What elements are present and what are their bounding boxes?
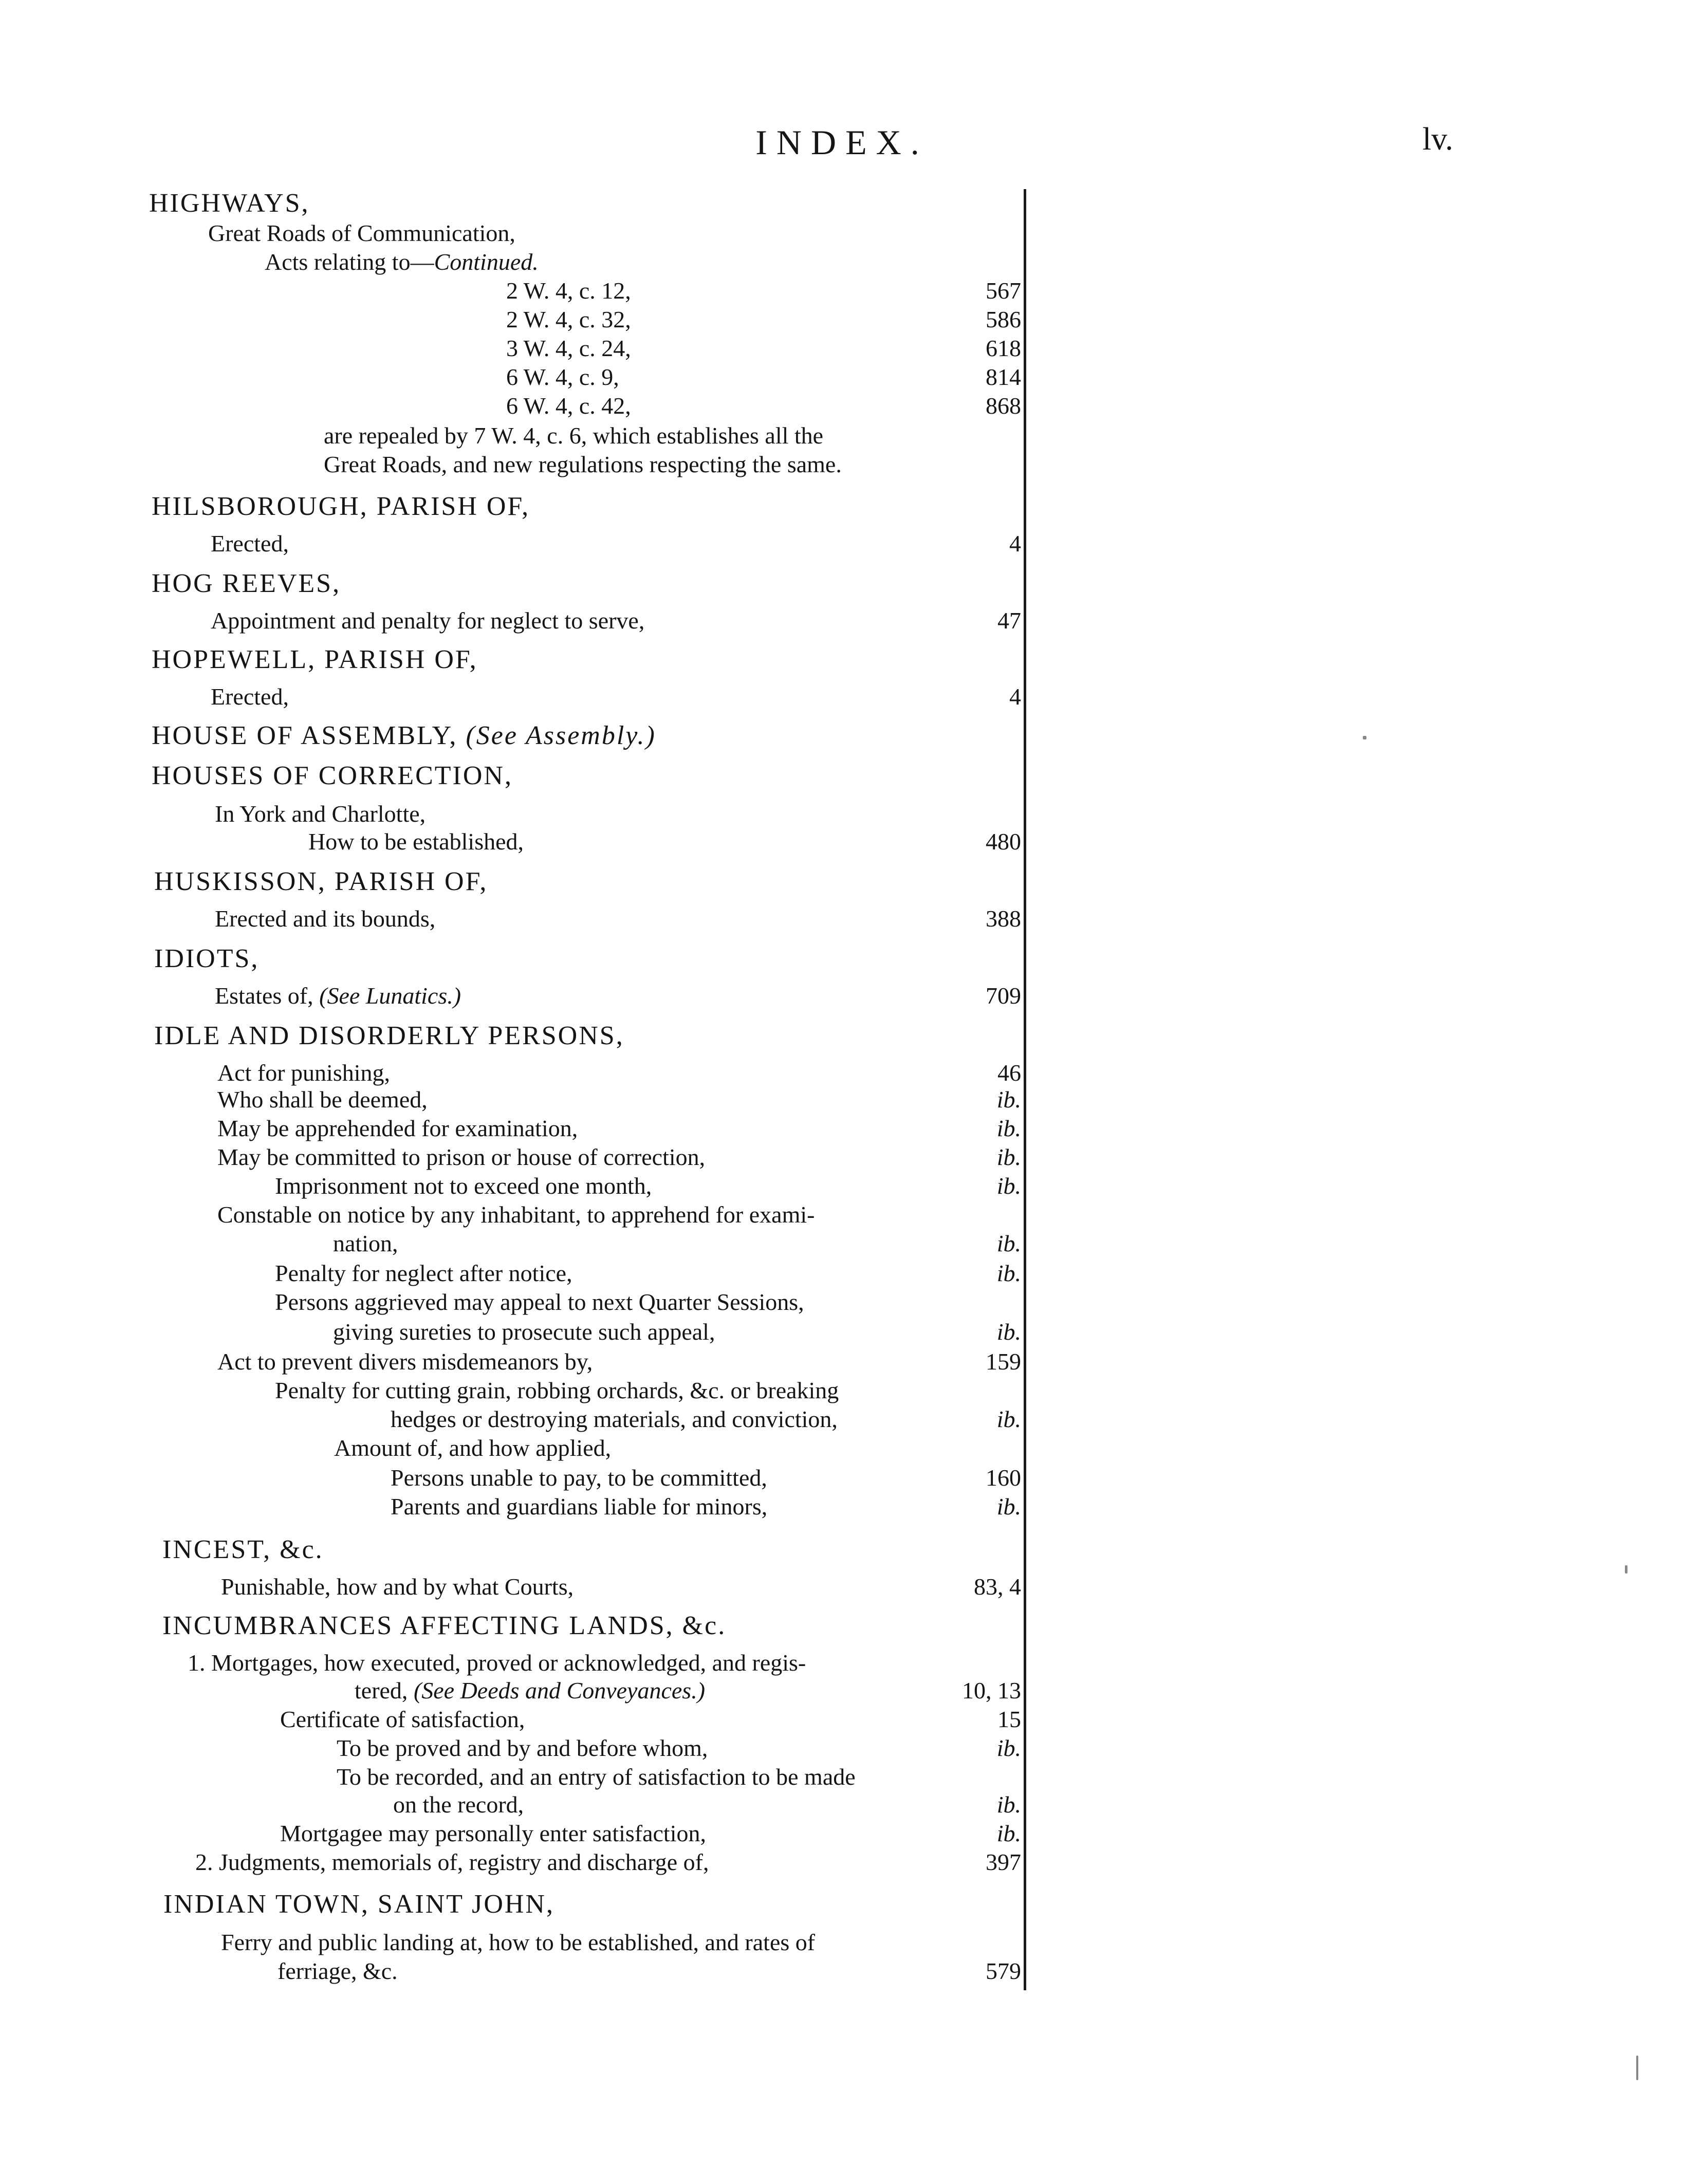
entry-text: Acts relating to—Continued.: [265, 249, 539, 275]
heading-text: HUSKISSON, PARISH OF,: [154, 867, 488, 896]
index-heading: [0, 1890, 1684, 1919]
index-subentry: [0, 1819, 1684, 1848]
cross-reference: (See Deeds and Conveyances.): [413, 1677, 706, 1704]
page-reference: ib.: [996, 1319, 1021, 1345]
heading-text: HOG REEVES,: [152, 569, 341, 598]
page-reference: 83, 4: [974, 1574, 1021, 1600]
speck-mark: [1363, 736, 1366, 739]
entry-text: Penalty for neglect after notice,: [275, 1260, 572, 1286]
entry-text: May be apprehended for examination,: [217, 1115, 578, 1141]
index-subentry: [0, 1676, 1684, 1705]
page-reference: ib.: [996, 1144, 1021, 1170]
entry-text: May be committed to prison or house of correction,: [217, 1144, 706, 1170]
index-heading: [0, 867, 1684, 896]
heading-text: HOPEWELL, PARISH OF,: [152, 645, 478, 674]
index-heading: [0, 189, 1684, 218]
entry-text: on the record,: [393, 1791, 524, 1818]
speck-mark: [1625, 1565, 1627, 1574]
index-heading: [0, 492, 1684, 521]
speck-mark: [1636, 2056, 1638, 2080]
entry-text: hedges or destroying materials, and conviction,: [391, 1406, 838, 1432]
index-subentry: [0, 1734, 1684, 1763]
index-subentry: [0, 1649, 1684, 1677]
index-subentry: [0, 219, 1684, 248]
cross-reference: (See Lunatics.): [319, 983, 461, 1009]
index-subentry: [0, 1259, 1684, 1288]
entry-text: 6 W. 4, c. 9,: [506, 364, 619, 390]
entry-text: 6 W. 4, c. 42,: [506, 393, 631, 419]
page-reference: 15: [997, 1706, 1021, 1732]
entry-text: 2 W. 4, c. 12,: [506, 277, 631, 304]
entry-text: Estates of, (See Lunatics.): [215, 983, 461, 1009]
entry-text: Persons unable to pay, to be committed,: [391, 1465, 767, 1491]
page-reference: 46: [997, 1060, 1021, 1086]
page-number: lv.: [1422, 122, 1453, 157]
index-subentry: [0, 1114, 1684, 1143]
entry-text: Erected and its bounds,: [215, 905, 436, 932]
index-subentry: [0, 1957, 1684, 1986]
page-reference: 586: [986, 306, 1021, 332]
entry-text: Great Roads of Communication,: [208, 220, 515, 246]
entry-text: In York and Charlotte,: [215, 801, 426, 827]
page-reference: ib.: [996, 1735, 1021, 1761]
heading-text: HIGHWAYS,: [149, 189, 310, 218]
index-subentry: [0, 1434, 1684, 1463]
index-subentry: [0, 1928, 1684, 1957]
page-reference: 618: [986, 335, 1021, 361]
index-subentry: [0, 1085, 1684, 1114]
entry-text: nation,: [333, 1230, 398, 1256]
index-heading: [0, 1535, 1684, 1564]
entry-text: giving sureties to prosecute such appeal,: [333, 1319, 715, 1345]
page-reference: 160: [986, 1465, 1021, 1491]
entry-text: To be proved and by and before whom,: [337, 1735, 708, 1761]
index-subentry: [0, 363, 1684, 392]
entry-text: How to be established,: [308, 828, 524, 855]
heading-text: INDIAN TOWN, SAINT JOHN,: [163, 1890, 554, 1919]
index-heading: [0, 1612, 1684, 1640]
page-reference: ib.: [996, 1173, 1021, 1199]
entry-text: are repealed by 7 W. 4, c. 6, which establishes all the: [324, 422, 824, 449]
page-reference: 159: [986, 1348, 1021, 1375]
index-subentry: [0, 1492, 1684, 1521]
entry-text: Persons aggrieved may appeal to next Quarter Sessions,: [275, 1289, 804, 1315]
entry-text: Parents and guardians liable for minors,: [391, 1493, 768, 1520]
index-subentry: [0, 1763, 1684, 1791]
index-subentry: [0, 827, 1684, 856]
entry-text: Appointment and penalty for neglect to serve,: [211, 607, 645, 634]
entry-text: ferriage, &c.: [277, 1958, 398, 1984]
entry-text: Certificate of satisfaction,: [280, 1706, 525, 1732]
index-subentry: [0, 1288, 1684, 1317]
index-subentry: [0, 1848, 1684, 1877]
entry-text: 3 W. 4, c. 24,: [506, 335, 631, 361]
entry-text: tered, (See Deeds and Conveyances.): [355, 1677, 706, 1704]
page-reference: ib.: [996, 1230, 1021, 1256]
page-reference: 579: [986, 1958, 1021, 1984]
page-title: INDEX.: [755, 123, 929, 162]
page-reference: 868: [986, 393, 1021, 419]
index-subentry: [0, 1705, 1684, 1734]
entry-text: 1. Mortgages, how executed, proved or acknowledged, and regis-: [188, 1650, 806, 1676]
cross-reference: (See Assembly.): [466, 721, 656, 750]
entry-text: 2 W. 4, c. 32,: [506, 306, 631, 332]
index-subentry: [0, 982, 1684, 1010]
page-reference: 4: [1009, 683, 1021, 710]
index-heading: [0, 645, 1684, 674]
page-reference: 397: [986, 1849, 1021, 1875]
page-reference: 47: [997, 607, 1021, 634]
page-reference: ib.: [996, 1406, 1021, 1432]
page-reference: 10, 13: [962, 1677, 1021, 1704]
heading-text: IDLE AND DISORDERLY PERSONS,: [154, 1021, 624, 1050]
entry-text: Mortgagee may personally enter satisfaction,: [280, 1820, 706, 1846]
index-subentry: [0, 1318, 1684, 1346]
entry-text: Amount of, and how applied,: [334, 1435, 612, 1461]
index-subentry: [0, 1200, 1684, 1229]
heading-text: HOUSES OF CORRECTION,: [152, 761, 513, 790]
page-reference: 480: [986, 828, 1021, 855]
index-subentry: [0, 606, 1684, 635]
page-reference: ib.: [996, 1820, 1021, 1846]
entry-text: 2. Judgments, memorials of, registry and discharge of,: [195, 1849, 709, 1875]
index-subentry: [0, 1376, 1684, 1405]
index-subentry: [0, 276, 1684, 305]
index-subentry: [0, 682, 1684, 711]
heading-text: HOUSE OF ASSEMBLY, (See Assembly.): [152, 721, 656, 750]
index-subentry: [0, 1464, 1684, 1492]
index-subentry: [0, 1347, 1684, 1376]
index-subentry: [0, 1790, 1684, 1819]
index-subentry: [0, 1059, 1684, 1087]
index-subentry: [0, 248, 1684, 276]
index-subentry: [0, 1229, 1684, 1258]
page-reference: 567: [986, 277, 1021, 304]
entry-text: Great Roads, and new regulations respecting the same.: [324, 451, 842, 477]
index-subentry: [0, 305, 1684, 334]
index-subentry: [0, 1572, 1684, 1601]
heading-text: HILSBOROUGH, PARISH OF,: [152, 492, 530, 521]
entry-text: To be recorded, and an entry of satisfaction to be made: [337, 1764, 856, 1790]
page-reference: ib.: [996, 1260, 1021, 1286]
index-subentry: [0, 529, 1684, 558]
cross-reference: Continued.: [434, 249, 539, 275]
index-subentry: [0, 392, 1684, 420]
index-subentry: [0, 1143, 1684, 1172]
entry-text: Erected,: [211, 530, 289, 557]
page-reference: ib.: [996, 1791, 1021, 1818]
index-heading: [0, 1022, 1684, 1050]
entry-text: Act to prevent divers misdemeanors by,: [217, 1348, 593, 1375]
index-subentry: [0, 800, 1684, 828]
entry-text: Imprisonment not to exceed one month,: [275, 1173, 652, 1199]
heading-text: INCUMBRANCES AFFECTING LANDS, &c.: [162, 1611, 727, 1640]
index-heading: [0, 721, 1684, 750]
heading-text: INCEST, &c.: [162, 1535, 324, 1564]
heading-text: IDIOTS,: [154, 944, 260, 973]
entry-text: Ferry and public landing at, how to be established, and rates of: [221, 1929, 816, 1955]
entry-text: Who shall be deemed,: [217, 1086, 428, 1113]
entry-text: Act for punishing,: [217, 1060, 391, 1086]
index-subentry: [0, 334, 1684, 363]
index-subentry: [0, 1172, 1684, 1200]
index-subentry: [0, 421, 1684, 450]
index-subentry: [0, 450, 1684, 479]
entry-text: Punishable, how and by what Courts,: [221, 1574, 574, 1600]
page-reference: 4: [1009, 530, 1021, 557]
index-heading: [0, 569, 1684, 598]
page-reference: 814: [986, 364, 1021, 390]
index-subentry: [0, 904, 1684, 933]
index-heading: [0, 945, 1684, 973]
index-subentry: [0, 1405, 1684, 1434]
entry-text: Constable on notice by any inhabitant, to apprehend for exami-: [217, 1201, 815, 1228]
page-reference: ib.: [996, 1086, 1021, 1113]
entry-text: Erected,: [211, 683, 289, 710]
entry-text: Penalty for cutting grain, robbing orchards, &c. or breaking: [275, 1377, 839, 1403]
page-reference: ib.: [996, 1493, 1021, 1520]
page-reference: 388: [986, 905, 1021, 932]
page-reference: 709: [986, 983, 1021, 1009]
index-heading: [0, 762, 1684, 790]
page-reference: ib.: [996, 1115, 1021, 1141]
